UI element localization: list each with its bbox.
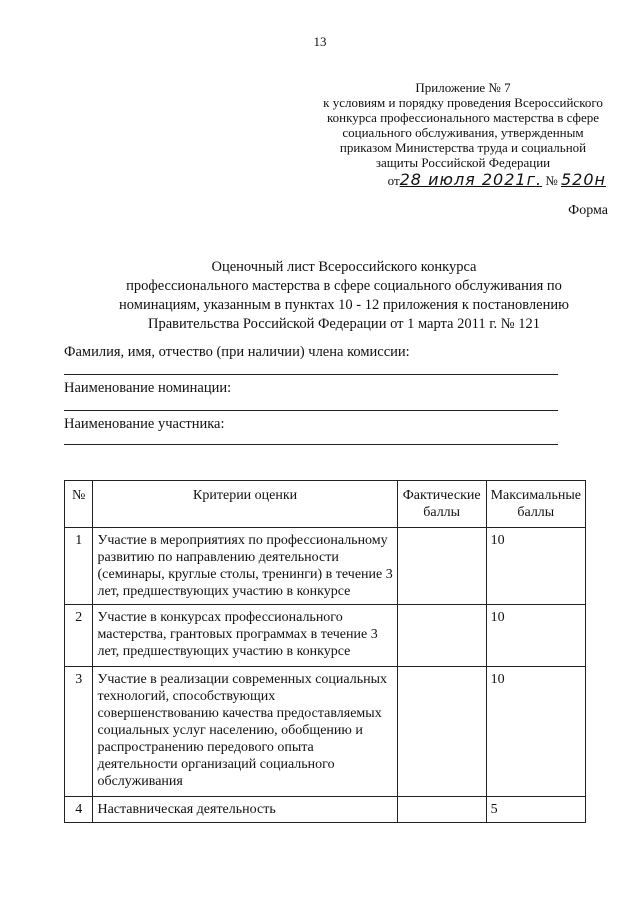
row-max-score: 10 [486, 528, 585, 605]
participant-line[interactable] [64, 444, 558, 445]
participant-field [64, 416, 558, 433]
row-actual-score[interactable] [397, 667, 486, 797]
table-row [65, 528, 586, 605]
annex-line-4: приказом Министерства труда и социальной [339, 140, 587, 155]
row-num: 4 [65, 797, 93, 823]
form-label: Форма [568, 203, 608, 218]
table-header-row [65, 481, 586, 528]
order-date-line [318, 172, 608, 188]
row-num: 1 [65, 528, 93, 605]
header-criteria: Критерии оценки [93, 481, 397, 528]
commission-member-label: Фамилия, имя, отчество (при наличии) члена комиссии: [64, 344, 410, 360]
table-row [65, 797, 586, 823]
annex-line-2: конкурса профессионального мастерства в сфере [327, 110, 599, 125]
row-num: 2 [65, 605, 93, 667]
date-prefix: от [387, 173, 400, 188]
annex-block [318, 80, 608, 188]
annex-line-1: к условиям и порядку проведения Всероссийского [323, 95, 603, 110]
page-number: 13 [313, 34, 327, 49]
nomination-line[interactable] [64, 410, 558, 411]
title-line-1: Оценочный лист Всероссийского конкурса [211, 259, 477, 275]
row-criteria: Наставническая деятельность [93, 797, 397, 823]
row-actual-score[interactable] [397, 528, 486, 605]
nomination-field [64, 380, 558, 397]
document-title [64, 258, 624, 334]
header-max: Максимальные баллы [486, 481, 585, 528]
row-criteria: Участие в мероприятиях по профессиональному развитию по направлению деятельности (семинары, круглые столы, тренинги) в течение 3 лет, предшествующих участию в конкурсе [93, 528, 397, 605]
title-line-4: Правительства Российской Федерации от 1 марта 2011 г. № 121 [148, 316, 540, 332]
nomination-label: Наименование номинации: [64, 380, 232, 396]
annex-line-3: социального обслуживания, утвержденным [342, 125, 584, 140]
row-criteria: Участие в реализации современных социальных технологий, способствующих совершенствованию качества предоставляемых социальных услуг населению, обобщению и распространению передового опыта деятельности организаций социального обслуживания [93, 667, 397, 797]
row-max-score: 10 [486, 667, 585, 797]
commission-member-line[interactable] [64, 374, 558, 375]
row-max-score: 5 [486, 797, 585, 823]
row-actual-score[interactable] [397, 797, 486, 823]
commission-member-field [64, 344, 558, 361]
header-num: № [65, 481, 93, 528]
number-sign: № [545, 173, 558, 188]
table-row [65, 667, 586, 797]
handwritten-date: 28 июля 2021г. [399, 170, 543, 189]
header-actual: Фактические баллы [397, 481, 486, 528]
annex-line-5: защиты Российской Федерации [375, 155, 551, 170]
row-num: 3 [65, 667, 93, 797]
row-actual-score[interactable] [397, 605, 486, 667]
title-line-3: номинациям, указанным в пунктах 10 - 12 приложения к постановлению [119, 297, 569, 313]
table-row [65, 605, 586, 667]
annex-title: Приложение № 7 [415, 80, 511, 95]
row-max-score: 10 [486, 605, 585, 667]
row-criteria: Участие в конкурсах профессионального мастерства, грантовых программах в течение 3 лет, предшествующих участию в конкурсе [93, 605, 397, 667]
participant-label: Наименование участника: [64, 416, 225, 432]
handwritten-order-number: 520н [561, 170, 606, 189]
title-line-2: профессионального мастерства в сфере социального обслуживания по [126, 278, 562, 294]
criteria-table [64, 480, 586, 823]
